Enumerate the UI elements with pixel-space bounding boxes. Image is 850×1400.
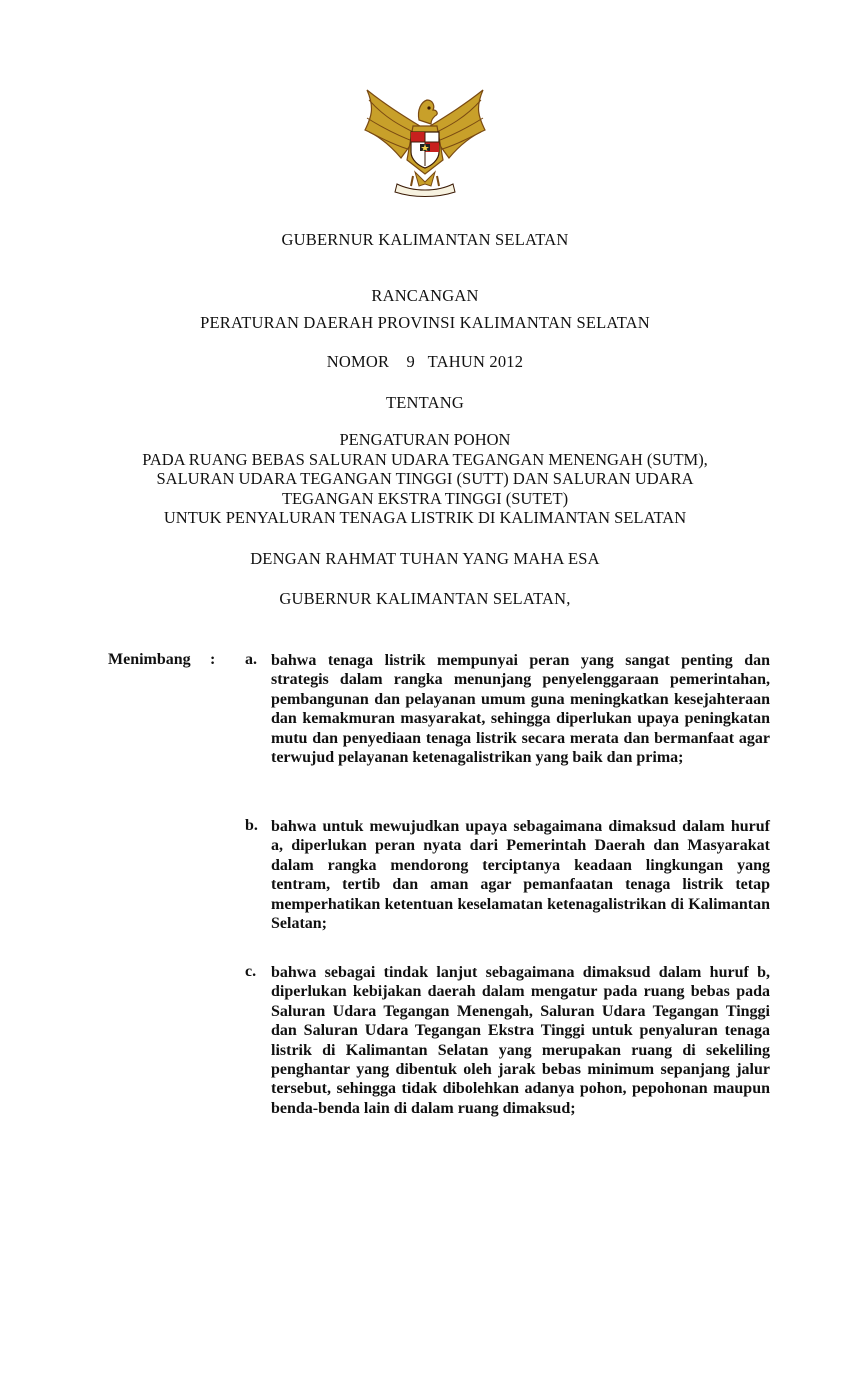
- issuer-heading: GUBERNUR KALIMANTAN SELATAN: [281, 230, 569, 249]
- regulation-number: NOMOR 9 TAHUN 2012: [326, 352, 524, 371]
- regulation-type: PERATURAN DAERAH PROVINSI KALIMANTAN SELATAN: [200, 313, 650, 332]
- considerations-label: Menimbang: [108, 651, 191, 668]
- title-line: SALURAN UDARA TEGANGAN TINGGI (SUTT) DAN SALURAN UDARA: [156, 469, 694, 488]
- draft-label: RANCANGAN: [371, 286, 479, 305]
- signatory: GUBERNUR KALIMANTAN SELATAN,: [279, 589, 571, 608]
- consideration-item-a: bahwa tenaga listrik mempunyai peran yang sangat penting dan strategis dalam rangka menunjang penyelenggaraan pemerintahan, pembangunan dan pelayanan umum guna meningkatkan kesejahteraan dan kemakmuran masyarakat, sehingga diperlukan upaya peningkatan mutu dan penyediaan tenaga listrik secara merata dan bermanfaat agar terwujud pelayanan ketenagalistrikan yang baik dan prima;: [271, 652, 770, 767]
- about-label: TENTANG: [386, 393, 464, 412]
- title-line: PADA RUANG BEBAS SALURAN UDARA TEGANGAN MENENGAH (SUTM),: [142, 449, 708, 469]
- title-line: UNTUK PENYALURAN TENAGA LISTRIK DI KALIMANTAN SELATAN: [163, 508, 687, 527]
- title-line: TEGANGAN EKSTRA TINGGI (SUTET): [281, 488, 569, 508]
- consideration-item-b: bahwa untuk mewujudkan upaya sebagaimana dimaksud dalam huruf a, diperlukan peran nyata dari Pemerintah Daerah dan Masyarakat dalam rangka mendorong terciptanya keadaan lingkungan yang tentram, tertib dan aman agar pemanfaatan tenaga listrik tetap memperhatikan ketentuan keselamatan ketenagalistrikan di Kalimantan Selatan;: [271, 818, 770, 933]
- consideration-item-c: bahwa sebagai tindak lanjut sebagaimana dimaksud dalam huruf b, diperlukan kebijakan daerah dalam mengatur pada ruang bebas pada Saluran Udara Tegangan Menengah, Saluran Udara Tegangan Tinggi dan Saluran Udara Tegangan Ekstra Tinggi untuk penyaluran tenaga listrik di Kalimantan Selatan yang merupakan ruang di sekeliling penghantar yang dibentuk oleh jarak bebas minimum sepanjang jalur tersebut, sehingga tidak dibolehkan adanya pohon, pepohonan maupun benda-benda lain di dalam ruang dimaksud;: [271, 964, 770, 1117]
- regulation-title: [0, 430, 850, 528]
- considerations-colon: :: [210, 651, 216, 668]
- item-marker-b: b.: [245, 817, 258, 834]
- garuda-emblem-icon: [357, 88, 493, 200]
- title-line: PENGATURAN POHON: [339, 430, 511, 449]
- item-marker-a: a.: [245, 651, 257, 668]
- item-marker-c: c.: [245, 963, 257, 980]
- invocation: DENGAN RAHMAT TUHAN YANG MAHA ESA: [250, 549, 600, 568]
